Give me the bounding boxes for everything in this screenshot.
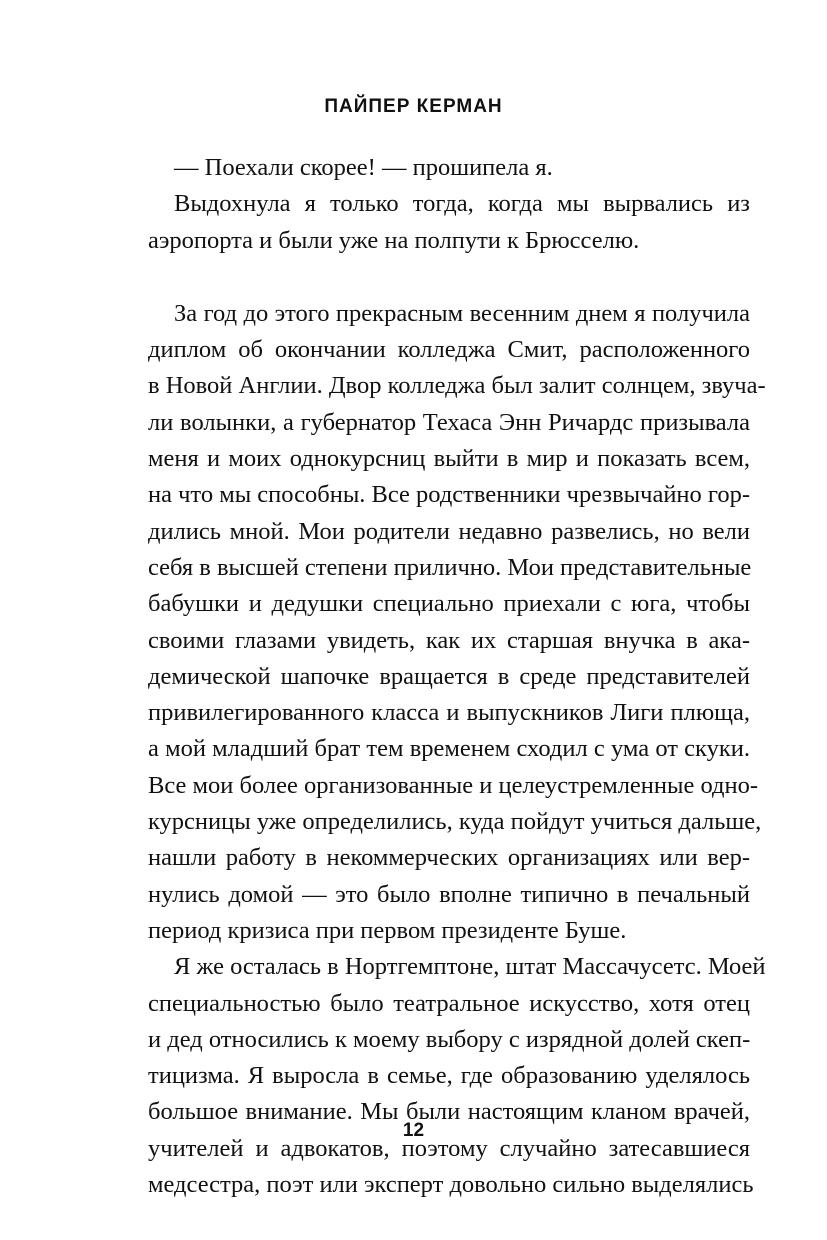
text-line: аэропорта и были уже на полпути к Брюсселю.: [148, 226, 640, 254]
text-line: — Поехали скорее! — прошипела я.: [174, 154, 553, 181]
text-line: нашли работу в некоммерческих организациях или вер-: [148, 844, 750, 872]
text-line: период кризиса при первом президенте Буше.: [148, 916, 627, 944]
text-line: За год до этого прекрасным весенним днем я получила: [174, 299, 750, 327]
body-text: [148, 150, 766, 1203]
text-line: демической шапочке вращается в среде представителей: [148, 662, 750, 690]
text-line: привилегированного класса и выпускников Лиги плюща,: [148, 699, 750, 727]
text-line: своими глазами увидеть, как их старшая внучка в ака-: [148, 626, 750, 654]
text-line: себя в высшей степени прилично. Мои представительные: [148, 553, 752, 581]
text-line: меня и моих однокурсниц выйти в мир и показать всем,: [148, 445, 750, 473]
text-line: Я же осталась в Нортгемптоне, штат Массачусетс. Моей: [174, 953, 766, 981]
running-head: ПАЙПЕР КЕРМАН: [324, 96, 503, 117]
section-break: [148, 259, 750, 296]
text-line: Все мои более организованные и целеустремленные одно-: [148, 771, 759, 799]
text-line: диплом об окончании колледжа Смит, расположенного: [148, 336, 750, 364]
text-line: а мой младший брат тем временем сходил с ума от скуки.: [148, 735, 750, 763]
text-line: большое внимание. Мы были настоящим кланом врачей,: [148, 1098, 750, 1126]
text-line: бабушки и дедушки специально приехали с юга, чтобы: [148, 590, 750, 618]
text-line: Выдохнула я только тогда, когда мы вырвались из: [174, 190, 750, 218]
text-line: в Новой Англии. Двор колледжа был залит солнцем, звуча-: [148, 372, 766, 400]
text-line: курсницы уже определились, куда пойдут учиться дальше,: [148, 808, 762, 836]
text-line: тицизма. Я выросла в семье, где образованию уделялось: [148, 1062, 750, 1090]
text-line: учителей и адвокатов, поэтому случайно затесавшиеся: [148, 1134, 750, 1162]
text-line: дились мной. Мои родители недавно развелись, но вели: [148, 517, 750, 545]
page-number: 12: [402, 1120, 425, 1141]
text-line: нулись домой — это было вполне типично в печальный: [148, 880, 750, 908]
text-line: медсестра, поэт или эксперт довольно сильно выделялись: [148, 1171, 754, 1199]
text-line: специальностью было театральное искусство, хотя отец: [148, 989, 750, 1017]
text-line: ли волынки, а губернатор Техаса Энн Ричардс призывала: [148, 408, 750, 436]
text-line: на что мы способны. Все родственники чрезвычайно гор-: [148, 481, 751, 509]
text-line: и дед относились к моему выбору с изрядной долей скеп-: [148, 1025, 751, 1053]
